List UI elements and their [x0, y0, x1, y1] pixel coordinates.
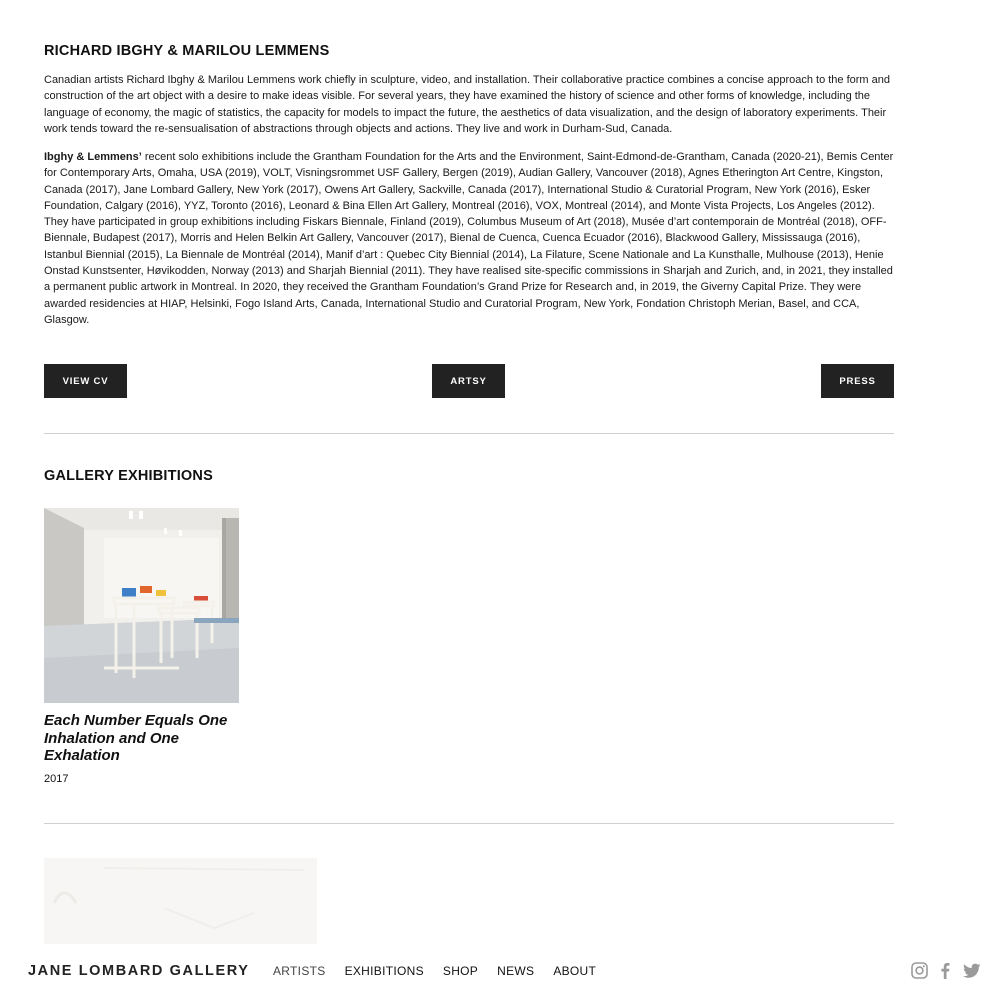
artist-title: RICHARD IBGHY & MARILOU LEMMENS	[44, 43, 330, 59]
bio-paragraph-2-text: recent solo exhibitions include the Grantham Foundation for the Arts and the Environment, Saint-Edmond-de-Grantham, Canada (2020-21), Bemis Center for Contemporary Arts, Omaha, USA (2019), VOLT, Visningsrommet USF Gallery, Bergen (2019), Audian Gallery, Vancouver (2018), Agnes Etherington Art Centre, Kingston, Canada (2017), Jane Lombard Gallery, New York (2017), Owens Art Gallery, Sackville, Canada (2017), International Studio & Curatorial Program, New York (2016), Esker Foundation, Calgary (2016), YYZ, Toronto (2016), Leonard & Bina Ellen Art Gallery, Montreal (2016), VOX, Montreal (2014), and Monte Vista Projects, Los Angeles (2012). They have participated in group exhibitions including Fiskars Biennale, Finland (2019), Columbus Museum of Art (2018), Musée d’art contemporain de Montréal (2018), OFF-Biennale, Budapest (2017), Morris and Helen Belkin Art Gallery, Vancouver (2017), Bienal de Cuenca, Cuenca Ecuador (2016), Blackwood Gallery, Mississauga (2016), Istanbul Biennial (2015), La Biennale de Montréal (2014), Manif d’art : Quebec City Biennial (2014), La Filature, Scene Nationale and La Kunsthalle, Mulhouse (2013), Henie Onstad Kunstsenter, Høvikodden, Norway (2013) and Sharjah Biennial (2011). They have realised site-specific commissions in Sharjah and Zurich, and, in 2021, they installed a permanent public artwork in Montreal. In 2020, they received the Grantham Foundation’s Grand Prize for Research and, in 2019, the Giverny Capital Prize. They were awarded residencies at HIAP, Helsinki, Fogo Island Arts, Canada, International Studio and Curatorial Program, New York, Fondation Christoph Merian, Basel, and CCA, Glasgow.	[44, 151, 894, 326]
gallery-exhibitions-title: GALLERY EXHIBITIONS	[44, 468, 213, 484]
bio-paragraph-1: Canadian artists Richard Ibghy & Marilou Lemmens work chiefly in sculpture, video, and installation. Their collaborative practice combines a concise approach to the form and construction of the art object with a desire to make ideas visible. For several years, they have examined the history of science and other forms of knowledge, including the language of economy, the magic of statistics, the capacity for models to impact the future, the aesthetics of data visualization, and the design of laboratory experiments. Their work tends toward the re-sensualisation of abstractions through objects and actions. They live and work in Durham-Sud, Canada.	[44, 74, 891, 135]
artsy-button[interactable]: ARTSY	[432, 364, 505, 398]
nav-item-exhibitions[interactable]: EXHIBITIONS	[344, 964, 424, 978]
bio-artist-names: Ibghy & Lemmens’	[44, 151, 142, 163]
faded-artwork-image	[44, 858, 317, 948]
instagram-icon[interactable]	[911, 962, 928, 979]
facebook-icon[interactable]	[937, 962, 954, 979]
view-cv-button[interactable]: VIEW CV	[44, 364, 127, 398]
exhibition-title[interactable]: Each Number Equals One Inhalation and One Exhalation	[44, 712, 228, 764]
bio-paragraph-2	[44, 149, 894, 328]
nav-item-artists[interactable]: ARTISTS	[273, 964, 326, 978]
exhibition-year: 2017	[44, 773, 69, 785]
divider	[44, 433, 894, 434]
site-navigation-bar	[0, 944, 1000, 1000]
press-button[interactable]: PRESS	[821, 364, 894, 398]
nav-item-shop[interactable]: SHOP	[442, 964, 479, 978]
social-links	[911, 962, 980, 979]
nav-item-news[interactable]: NEWS	[497, 964, 535, 978]
exhibition-thumbnail[interactable]	[44, 858, 317, 948]
exhibition-thumbnail[interactable]	[44, 508, 239, 703]
nav-item-about[interactable]: ABOUT	[553, 964, 597, 978]
gallery-installation-image	[44, 508, 239, 703]
main-nav	[273, 964, 615, 978]
twitter-icon[interactable]	[963, 962, 980, 979]
gallery-logo[interactable]: JANE LOMBARD GALLERY	[28, 963, 250, 979]
divider	[44, 823, 894, 824]
